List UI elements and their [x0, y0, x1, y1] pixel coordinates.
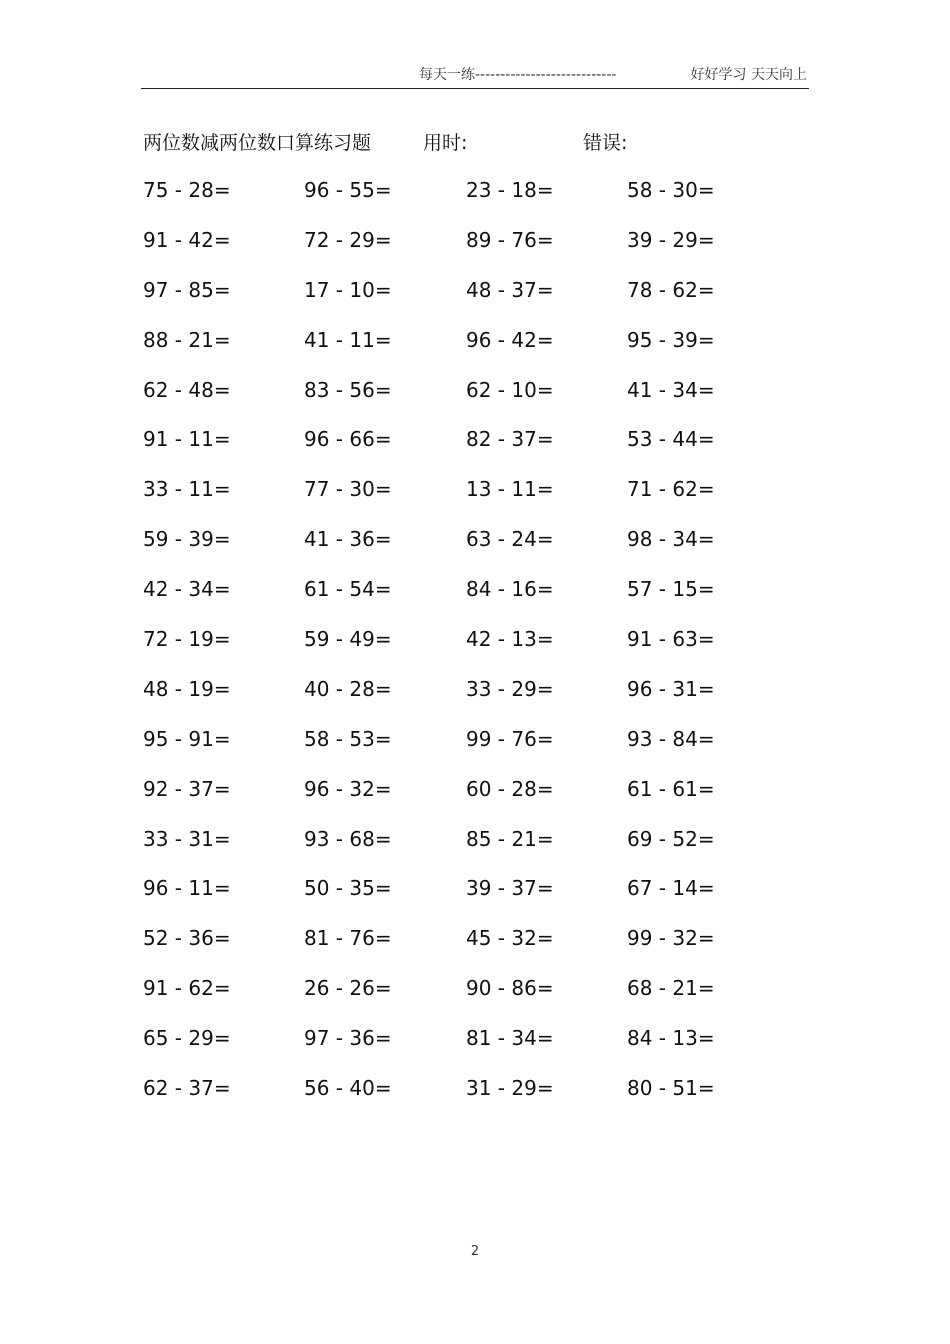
- problem-item: 42 - 13=: [466, 627, 554, 652]
- problem-item: 71 - 62=: [627, 477, 715, 502]
- problem-item: 91 - 63=: [627, 627, 715, 652]
- problem-row: [143, 523, 793, 573]
- time-label: 用时:: [423, 132, 468, 154]
- problem-item: 33 - 29=: [466, 676, 554, 701]
- problem-item: 95 - 91=: [143, 726, 231, 751]
- problem-item: 65 - 29=: [143, 1026, 231, 1051]
- problem-item: 39 - 29=: [627, 227, 715, 252]
- problem-item: 31 - 29=: [466, 1076, 554, 1101]
- problem-item: 82 - 37=: [466, 427, 554, 452]
- problem-row: [143, 1072, 793, 1122]
- page-header: [419, 64, 807, 84]
- header-right-text: 好好学习 天天向上: [690, 67, 807, 83]
- problem-row: [143, 174, 793, 224]
- problem-item: 89 - 76=: [466, 227, 554, 252]
- problem-item: 81 - 76=: [304, 926, 392, 951]
- problem-item: 93 - 68=: [304, 826, 392, 851]
- header-left-text: 每天一练----------------------------: [419, 67, 617, 83]
- problem-item: 50 - 35=: [304, 876, 392, 901]
- problem-item: 72 - 29=: [304, 227, 392, 252]
- problem-item: 90 - 86=: [466, 976, 554, 1001]
- problem-item: 96 - 55=: [304, 178, 392, 202]
- problem-item: 91 - 11=: [143, 427, 231, 452]
- problem-item: 69 - 52=: [627, 826, 715, 851]
- problem-row: [143, 823, 793, 873]
- title-row: [143, 128, 803, 156]
- page-number: 2: [470, 1244, 480, 1259]
- problem-row: [143, 423, 793, 473]
- problem-item: 59 - 39=: [143, 527, 231, 552]
- problem-item: 84 - 16=: [466, 577, 554, 602]
- problem-item: 80 - 51=: [627, 1076, 715, 1101]
- problem-row: [143, 972, 793, 1022]
- problem-item: 78 - 62=: [627, 277, 715, 302]
- problem-item: 17 - 10=: [304, 277, 392, 302]
- problem-row: [143, 872, 793, 922]
- problem-item: 41 - 34=: [627, 377, 715, 402]
- problem-item: 33 - 31=: [143, 826, 231, 851]
- problem-item: 60 - 28=: [466, 776, 554, 801]
- problem-item: 91 - 62=: [143, 976, 231, 1001]
- problem-item: 91 - 42=: [143, 227, 231, 252]
- problem-item: 26 - 26=: [304, 976, 392, 1001]
- header-divider: [141, 88, 809, 89]
- problem-item: 75 - 28=: [143, 178, 231, 202]
- problem-item: 96 - 42=: [466, 327, 554, 352]
- problem-item: 41 - 11=: [304, 327, 392, 352]
- problem-row: [143, 324, 793, 374]
- problem-item: 62 - 37=: [143, 1076, 231, 1101]
- problem-item: 57 - 15=: [627, 577, 715, 602]
- problem-row: [143, 723, 793, 773]
- problem-item: 96 - 66=: [304, 427, 392, 452]
- problem-item: 56 - 40=: [304, 1076, 392, 1101]
- problem-row: [143, 224, 793, 274]
- problem-item: 45 - 32=: [466, 926, 554, 951]
- problem-item: 61 - 61=: [627, 776, 715, 801]
- problem-item: 84 - 13=: [627, 1026, 715, 1051]
- problem-item: 48 - 19=: [143, 676, 231, 701]
- problem-row: [143, 374, 793, 424]
- problem-item: 33 - 11=: [143, 477, 231, 502]
- problem-row: [143, 773, 793, 823]
- problem-item: 23 - 18=: [466, 178, 554, 202]
- problem-item: 95 - 39=: [627, 327, 715, 352]
- problem-item: 93 - 84=: [627, 726, 715, 751]
- problem-row: [143, 573, 793, 623]
- problem-row: [143, 673, 793, 723]
- problem-item: 97 - 85=: [143, 277, 231, 302]
- problem-item: 39 - 37=: [466, 876, 554, 901]
- problem-item: 96 - 32=: [304, 776, 392, 801]
- problem-item: 53 - 44=: [627, 427, 715, 452]
- problem-item: 63 - 24=: [466, 527, 554, 552]
- problem-item: 88 - 21=: [143, 327, 231, 352]
- problem-row: [143, 274, 793, 324]
- problem-item: 13 - 11=: [466, 477, 554, 502]
- problem-item: 81 - 34=: [466, 1026, 554, 1051]
- problem-row: [143, 623, 793, 673]
- problem-item: 62 - 10=: [466, 377, 554, 402]
- problem-row: [143, 922, 793, 972]
- problem-item: 83 - 56=: [304, 377, 392, 402]
- problem-item: 61 - 54=: [304, 577, 392, 602]
- problem-row: [143, 473, 793, 523]
- problem-item: 41 - 36=: [304, 527, 392, 552]
- problem-item: 58 - 30=: [627, 178, 715, 202]
- problem-item: 98 - 34=: [627, 527, 715, 552]
- problem-row: [143, 1022, 793, 1072]
- problem-item: 96 - 31=: [627, 676, 715, 701]
- problem-item: 62 - 48=: [143, 377, 231, 402]
- problem-item: 59 - 49=: [304, 627, 392, 652]
- problem-item: 96 - 11=: [143, 876, 231, 901]
- problem-item: 42 - 34=: [143, 577, 231, 602]
- worksheet-title: 两位数减两位数口算练习题: [143, 132, 372, 154]
- problem-item: 77 - 30=: [304, 477, 392, 502]
- problem-item: 40 - 28=: [304, 676, 392, 701]
- problem-item: 99 - 76=: [466, 726, 554, 751]
- problem-item: 92 - 37=: [143, 776, 231, 801]
- problem-item: 85 - 21=: [466, 826, 554, 851]
- problem-item: 68 - 21=: [627, 976, 715, 1001]
- error-label: 错误:: [583, 132, 628, 154]
- problem-item: 67 - 14=: [627, 876, 715, 901]
- problem-item: 48 - 37=: [466, 277, 554, 302]
- problem-item: 99 - 32=: [627, 926, 715, 951]
- problem-item: 52 - 36=: [143, 926, 231, 951]
- problem-item: 97 - 36=: [304, 1026, 392, 1051]
- problem-grid: [143, 174, 793, 1122]
- problem-item: 72 - 19=: [143, 627, 231, 652]
- problem-item: 58 - 53=: [304, 726, 392, 751]
